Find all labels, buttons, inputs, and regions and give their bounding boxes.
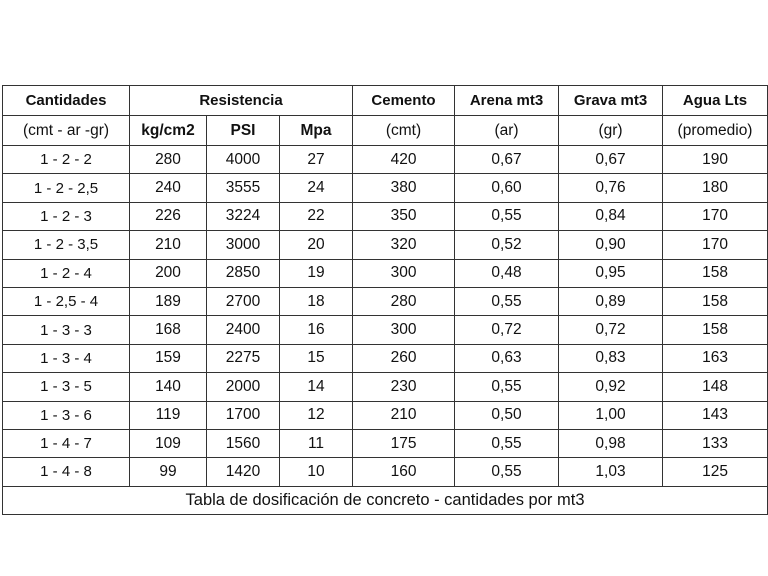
cell-grava: 1,00 bbox=[559, 401, 663, 429]
cell-cantidades: 1 - 3 - 3 bbox=[3, 316, 130, 344]
table-row bbox=[3, 344, 768, 372]
table-row bbox=[3, 231, 768, 259]
cell-cemento: 260 bbox=[353, 344, 455, 372]
cell-mpa: 14 bbox=[280, 373, 353, 401]
table-row bbox=[3, 287, 768, 315]
cell-grava: 0,98 bbox=[559, 429, 663, 457]
cell-agua: 170 bbox=[663, 231, 768, 259]
cell-grava: 0,95 bbox=[559, 259, 663, 287]
header-arena: Arena mt3 bbox=[455, 86, 559, 116]
table-row bbox=[3, 259, 768, 287]
cell-mpa: 12 bbox=[280, 401, 353, 429]
cell-psi: 2850 bbox=[207, 259, 280, 287]
cell-cemento: 210 bbox=[353, 401, 455, 429]
cell-cantidades: 1 - 2 - 3,5 bbox=[3, 231, 130, 259]
cell-psi: 3000 bbox=[207, 231, 280, 259]
cell-psi: 4000 bbox=[207, 146, 280, 174]
cell-grava: 0,84 bbox=[559, 202, 663, 230]
cell-mpa: 22 bbox=[280, 202, 353, 230]
cell-cantidades: 1 - 4 - 8 bbox=[3, 458, 130, 486]
header-agua-sub: (promedio) bbox=[663, 116, 768, 146]
cell-arena: 0,67 bbox=[455, 146, 559, 174]
header-arena-sub: (ar) bbox=[455, 116, 559, 146]
cell-arena: 0,55 bbox=[455, 287, 559, 315]
cell-mpa: 10 bbox=[280, 458, 353, 486]
cell-mpa: 15 bbox=[280, 344, 353, 372]
table-row bbox=[3, 202, 768, 230]
cell-arena: 0,55 bbox=[455, 429, 559, 457]
cell-cemento: 300 bbox=[353, 259, 455, 287]
cell-cemento: 420 bbox=[353, 146, 455, 174]
cell-agua: 158 bbox=[663, 287, 768, 315]
cell-agua: 190 bbox=[663, 146, 768, 174]
cell-cantidades: 1 - 2,5 - 4 bbox=[3, 287, 130, 315]
cell-arena: 0,55 bbox=[455, 373, 559, 401]
cell-mpa: 11 bbox=[280, 429, 353, 457]
header-cemento-sub: (cmt) bbox=[353, 116, 455, 146]
header-mpa: Mpa bbox=[280, 116, 353, 146]
header-grava-sub: (gr) bbox=[559, 116, 663, 146]
cell-arena: 0,60 bbox=[455, 174, 559, 202]
cell-cantidades: 1 - 3 - 4 bbox=[3, 344, 130, 372]
cell-arena: 0,48 bbox=[455, 259, 559, 287]
cell-kg: 119 bbox=[130, 401, 207, 429]
cell-cemento: 160 bbox=[353, 458, 455, 486]
cell-cemento: 350 bbox=[353, 202, 455, 230]
cell-agua: 148 bbox=[663, 373, 768, 401]
cell-arena: 0,52 bbox=[455, 231, 559, 259]
cell-kg: 140 bbox=[130, 373, 207, 401]
cell-cantidades: 1 - 2 - 4 bbox=[3, 259, 130, 287]
cell-psi: 1700 bbox=[207, 401, 280, 429]
header-grava: Grava mt3 bbox=[559, 86, 663, 116]
cell-agua: 170 bbox=[663, 202, 768, 230]
cell-agua: 125 bbox=[663, 458, 768, 486]
cell-kg: 210 bbox=[130, 231, 207, 259]
table-row bbox=[3, 174, 768, 202]
cell-arena: 0,63 bbox=[455, 344, 559, 372]
cell-agua: 143 bbox=[663, 401, 768, 429]
cell-grava: 0,90 bbox=[559, 231, 663, 259]
cell-psi: 2275 bbox=[207, 344, 280, 372]
cell-cemento: 320 bbox=[353, 231, 455, 259]
table-body bbox=[3, 146, 768, 487]
cell-psi: 2000 bbox=[207, 373, 280, 401]
cell-grava: 0,76 bbox=[559, 174, 663, 202]
header-agua: Agua Lts bbox=[663, 86, 768, 116]
cell-psi: 3555 bbox=[207, 174, 280, 202]
cell-mpa: 24 bbox=[280, 174, 353, 202]
cell-kg: 109 bbox=[130, 429, 207, 457]
header-psi: PSI bbox=[207, 116, 280, 146]
cell-cantidades: 1 - 2 - 2 bbox=[3, 146, 130, 174]
cell-kg: 168 bbox=[130, 316, 207, 344]
cell-psi: 2700 bbox=[207, 287, 280, 315]
cell-cemento: 380 bbox=[353, 174, 455, 202]
cell-arena: 0,55 bbox=[455, 202, 559, 230]
cell-arena: 0,55 bbox=[455, 458, 559, 486]
cell-cantidades: 1 - 3 - 6 bbox=[3, 401, 130, 429]
header-resistencia: Resistencia bbox=[130, 86, 353, 116]
table-row bbox=[3, 458, 768, 486]
cell-grava: 0,89 bbox=[559, 287, 663, 315]
cell-kg: 189 bbox=[130, 287, 207, 315]
cell-grava: 1,03 bbox=[559, 458, 663, 486]
cell-cantidades: 1 - 2 - 3 bbox=[3, 202, 130, 230]
cell-agua: 180 bbox=[663, 174, 768, 202]
cell-mpa: 20 bbox=[280, 231, 353, 259]
header-kg: kg/cm2 bbox=[130, 116, 207, 146]
cell-mpa: 27 bbox=[280, 146, 353, 174]
cell-arena: 0,50 bbox=[455, 401, 559, 429]
cell-cemento: 300 bbox=[353, 316, 455, 344]
cell-cantidades: 1 - 4 - 7 bbox=[3, 429, 130, 457]
cell-grava: 0,67 bbox=[559, 146, 663, 174]
cell-kg: 240 bbox=[130, 174, 207, 202]
cell-mpa: 16 bbox=[280, 316, 353, 344]
cell-psi: 2400 bbox=[207, 316, 280, 344]
table-row bbox=[3, 146, 768, 174]
cell-agua: 163 bbox=[663, 344, 768, 372]
header-cantidades-sub: (cmt - ar -gr) bbox=[3, 116, 130, 146]
cell-grava: 0,72 bbox=[559, 316, 663, 344]
cell-kg: 226 bbox=[130, 202, 207, 230]
cell-kg: 200 bbox=[130, 259, 207, 287]
header-cemento: Cemento bbox=[353, 86, 455, 116]
cell-agua: 158 bbox=[663, 316, 768, 344]
cell-grava: 0,92 bbox=[559, 373, 663, 401]
cell-kg: 280 bbox=[130, 146, 207, 174]
cell-psi: 1420 bbox=[207, 458, 280, 486]
cell-grava: 0,83 bbox=[559, 344, 663, 372]
cell-cemento: 230 bbox=[353, 373, 455, 401]
cell-agua: 158 bbox=[663, 259, 768, 287]
cell-mpa: 18 bbox=[280, 287, 353, 315]
table-row bbox=[3, 429, 768, 457]
header-cantidades: Cantidades bbox=[3, 86, 130, 116]
cell-cantidades: 1 - 2 - 2,5 bbox=[3, 174, 130, 202]
table-row bbox=[3, 373, 768, 401]
dosage-table bbox=[2, 85, 768, 515]
table-header bbox=[3, 86, 768, 146]
cell-psi: 3224 bbox=[207, 202, 280, 230]
cell-cemento: 175 bbox=[353, 429, 455, 457]
cell-kg: 159 bbox=[130, 344, 207, 372]
cell-cantidades: 1 - 3 - 5 bbox=[3, 373, 130, 401]
cell-arena: 0,72 bbox=[455, 316, 559, 344]
cell-kg: 99 bbox=[130, 458, 207, 486]
cell-psi: 1560 bbox=[207, 429, 280, 457]
cell-cemento: 280 bbox=[353, 287, 455, 315]
cell-agua: 133 bbox=[663, 429, 768, 457]
table-caption: Tabla de dosificación de concreto - cantidades por mt3 bbox=[3, 486, 768, 514]
cell-mpa: 19 bbox=[280, 259, 353, 287]
table-row bbox=[3, 401, 768, 429]
table-row bbox=[3, 316, 768, 344]
